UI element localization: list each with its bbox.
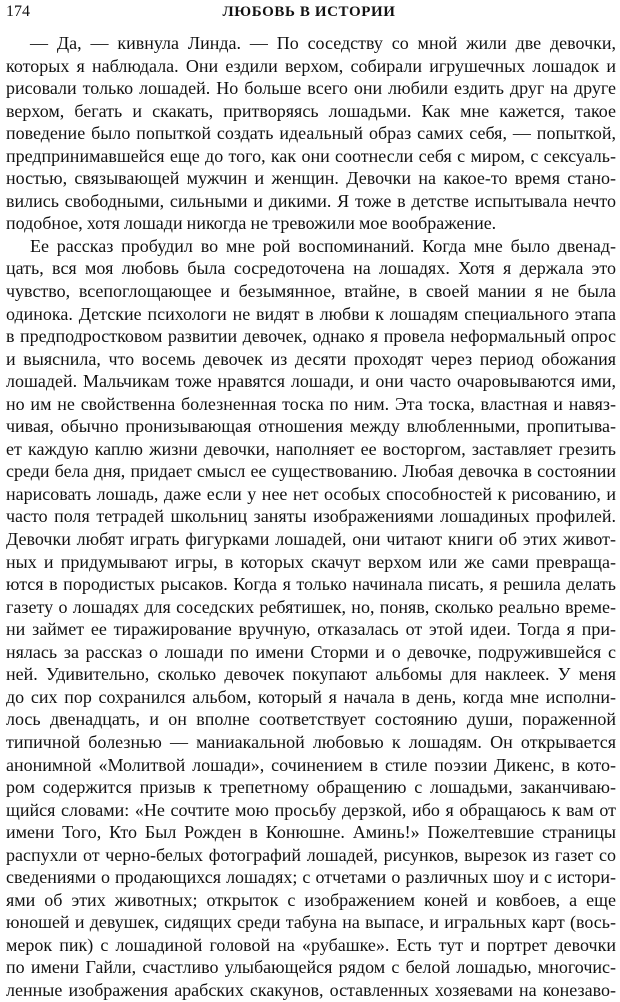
text-line: часто поля тетрадей школьниц заняты изображениями лошадиных профилей.	[6, 506, 616, 527]
text-line: чувство, всепоглощающее и безымянное, втайне, в своей мании я не была	[6, 281, 616, 302]
text-line: лось двенадцать, и он вполне соответствует состоянию души, пораженной	[6, 709, 616, 730]
text-line: ней. Удивительно, сколько девочек покупают альбомы для наклеек. У меня	[6, 664, 616, 685]
text-line: ются в породистых рысаков. Когда я только начинала писать, я решила делать	[6, 574, 616, 595]
text-line: распухли от черно-белых фотографий лошадей, рисунков, вырезок из газет со	[6, 844, 616, 865]
page-number: 174	[6, 3, 30, 20]
text-line: среди бела дня, придает смысл ее существованию. Любая девочка в состоянии	[6, 461, 616, 482]
text-line: поведение было попыткой создать идеальный образ самих себя, — попыткой,	[6, 123, 616, 144]
text-line: Ее рассказ пробудил во мне рой воспоминаний. Когда мне было двенад-	[30, 235, 616, 256]
text-line: имени Того, Кто Был Рожден в Конюшне. Аминь!» Пожелтевшие страницы	[6, 822, 616, 843]
text-line: чивая, обычно пронизывающая отношения между влюбленными, пропитыва-	[6, 416, 616, 437]
text-line: ни займет ее тиражирование вручную, отказалась от этой идеи. Тогда я при-	[6, 619, 616, 640]
text-line: типичной болезнью — маниакальной любовью к лошадям. Он открывается	[6, 731, 616, 752]
text-line: вились свободными, сильными и дикими. Я тоже в детстве испытывала нечто	[6, 190, 616, 211]
text-line: и выяснила, что восемь девочек из десяти проходят через период обожания	[6, 348, 616, 369]
text-line: нялась за рассказ о лошади по имени Сторми и о девочке, подружившейся с	[6, 641, 616, 662]
text-line: ных и придумывают игры, в которых скачут верхом или же сами превраща-	[6, 551, 616, 572]
text-line: мерок пик) с лошадиной головой на «рубашке». Есть тут и портрет девочки	[6, 934, 616, 955]
text-line: анонимной «Молитвой лошади», сочинением в стиле поэзии Дикенс, в кото-	[6, 754, 616, 775]
body-text	[6, 32, 616, 1002]
text-line: подобное, хотя лошади никогда не тревожили мое воображение.	[6, 213, 497, 234]
text-line: газету о лошадях для соседских ребятишек, но, поняв, сколько реально време-	[6, 596, 616, 617]
text-line: верхом, бегать и скакать, притворяясь лошадьми. Как мне кажется, такое	[6, 100, 616, 121]
text-line: ет каждую каплю жизни девочки, наполняет ее восторгом, заставляет грезить	[6, 438, 616, 459]
page-header	[6, 2, 612, 24]
text-line: до сих пор сохранился альбом, который я начала в день, когда мне исполни-	[6, 686, 616, 707]
text-line: — Да, — кивнула Линда. — По соседству со мной жили две девочки,	[30, 33, 616, 53]
running-head: ЛЮБОВЬ В ИСТОРИИ	[222, 4, 396, 20]
text-line: которых я наблюдала. Они ездили верхом, собирали игрушечных лошадок и	[6, 55, 616, 76]
text-line: одинока. Детские психологи не видят в любви к лошадям специального этапа	[6, 303, 616, 324]
text-line: ром содержится призыв к трепетному обращению с лошадьми, заканчиваю-	[6, 777, 616, 798]
text-line: по имени Гайли, счастливо улыбающейся рядом с белой лошадью, многочис-	[6, 957, 616, 978]
text-line: нарисовать лошадь, даже если у нее нет особых способностей к рисованию, и	[6, 483, 616, 504]
text-line: юношей и девушек, сидящих среди табуна на выпасе, и игральных карт (вось-	[6, 912, 616, 933]
text-line: Девочки любят играть фигурками лошадей, они читают книги об этих живот-	[6, 529, 616, 550]
text-line: лошадей. Мальчикам тоже нравятся лошади, и они часто очаровываются ими,	[6, 371, 616, 392]
text-line: ностью, связывающей мужчин и женщин. Девочки на какое-то время стано-	[6, 168, 616, 189]
text-line: ленные изображения арабских скакунов, оставленных хозяевами на конезаво-	[6, 979, 616, 1000]
text-line: щийся словами: «Не сочтите мою просьбу дерзкой, ибо я обращаюсь к вам от	[6, 799, 616, 820]
text-line: цать, вся моя любовь была сосредоточена на лошадях. Хотя я держала это	[6, 258, 616, 279]
text-line: но им не свойственна болезненная тоска по ним. Эта тоска, властная и навяз-	[6, 393, 616, 414]
text-line: ями об этих животных; открыток с изображением коней и ковбоев, а еще	[6, 889, 616, 910]
text-line: в предподростковом развитии девочек, однако я провела неформальный опрос	[6, 326, 616, 347]
text-line: рисовали только лошадей. Но больше всего они любили ездить друг на друге	[6, 78, 616, 99]
text-line: предпринимавшейся еще до того, как они соотнесли себя с миром, с сексуаль-	[6, 145, 616, 166]
text-line: сведениями о продающихся лошадях; с отчетами о различных шоу и с истори-	[6, 867, 616, 888]
